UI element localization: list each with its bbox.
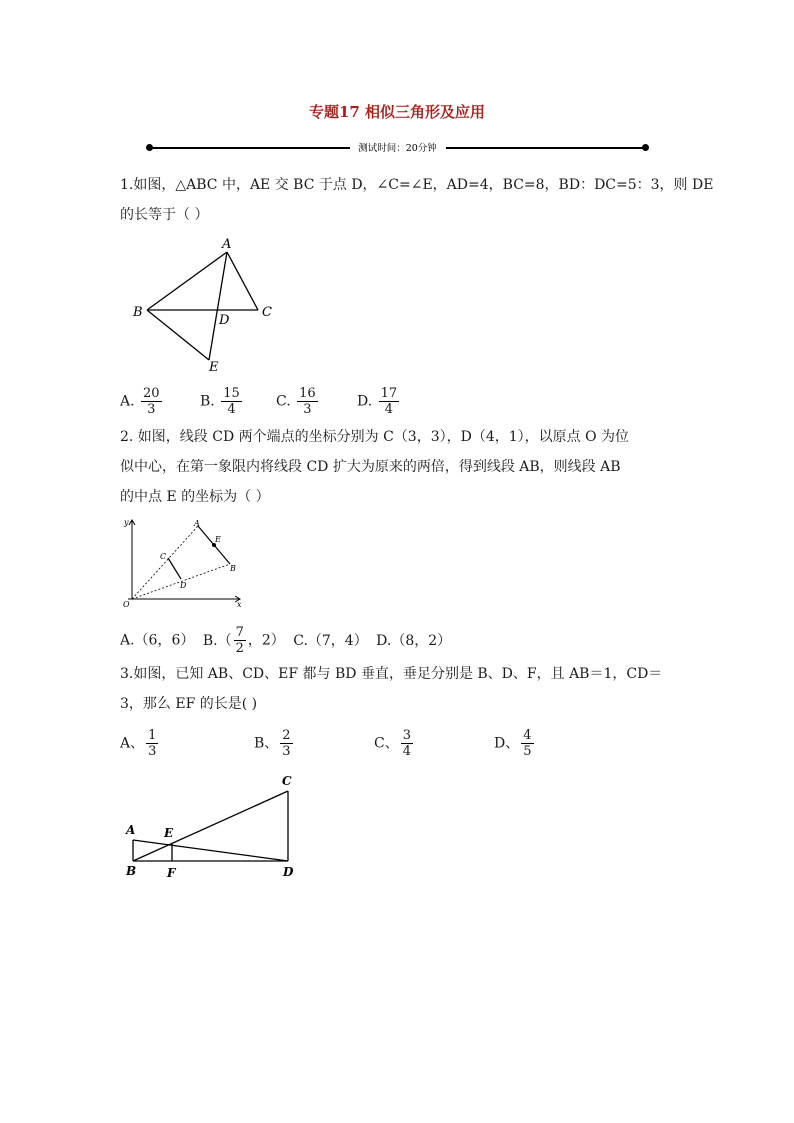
q2-text-line3: 的中点 E 的坐标为（ ） xyxy=(120,489,270,505)
q3-text-line1: 3.如图，已知 AB、CD、EF 都与 BD 垂直，垂足分别是 B、D、F，且 AB＝1，CD＝ xyxy=(120,666,663,682)
q1-option-a-fraction xyxy=(141,386,162,417)
q1-label-e: E xyxy=(209,360,219,375)
q3-option-a-num: 1 xyxy=(148,728,157,743)
q3-option-d-den: 5 xyxy=(523,744,532,759)
q3-option-a-den: 3 xyxy=(148,744,157,759)
q2-option-c: C.（7，4） xyxy=(293,632,368,649)
q3-label-c: C xyxy=(282,774,292,788)
q1-option-d-letter: D. xyxy=(357,393,373,410)
q1-segment-be xyxy=(147,310,209,360)
q3-option-c-letter: C、 xyxy=(374,735,399,752)
q3-option-c-fraction xyxy=(401,728,413,759)
q1-segment-ac xyxy=(227,252,258,310)
q1-option-b xyxy=(200,386,244,417)
q1-option-c-den: 3 xyxy=(303,402,312,417)
q1-option-b-num: 15 xyxy=(223,386,240,401)
q2-text-line2: 似中心，在第一象限内将线段 CD 扩大为原来的两倍，得到线段 AB，则线段 AB xyxy=(120,459,621,475)
q2-label-c: C xyxy=(160,552,167,561)
q3-option-b-num: 2 xyxy=(282,728,291,743)
q3-option-a-fraction xyxy=(146,728,158,759)
q2-text-line1: 2. 如图，线段 CD 两个端点的坐标分别为 C（3，3），D（4，1），以原点 O 为位 xyxy=(120,429,630,445)
q1-option-a-letter: A. xyxy=(120,393,135,410)
q2-option-d: D.（8，2） xyxy=(376,632,452,649)
q1-figure xyxy=(125,232,285,377)
q1-segment-ae xyxy=(209,252,227,360)
page-title: 专题17 相似三角形及应用 xyxy=(308,103,486,121)
q2-option-b-suffix: ，2） xyxy=(247,632,285,649)
q2-option-b-prefix: B.（ xyxy=(202,632,232,649)
q2-label-o: O xyxy=(123,600,130,609)
q1-option-a-den: 3 xyxy=(147,402,156,417)
q1-option-d-den: 4 xyxy=(384,402,394,417)
q2-label-e: E xyxy=(215,535,221,544)
q1-option-d-fraction xyxy=(379,386,400,417)
q3-option-c-den: 4 xyxy=(402,744,411,759)
q3-text-line2: 3，那么 EF 的长是( ) xyxy=(120,696,258,712)
q3-option-d-fraction xyxy=(521,728,533,759)
q2-ray-oa xyxy=(132,526,198,599)
q3-label-a: A xyxy=(126,823,136,837)
q2-option-b-fraction xyxy=(234,625,246,656)
q3-option-c-num: 3 xyxy=(402,728,411,743)
q3-label-f: F xyxy=(167,866,176,880)
q1-option-d-num: 17 xyxy=(380,386,398,401)
q1-option-c-letter: C. xyxy=(276,393,291,410)
rule-right-line xyxy=(446,147,645,149)
q1-text-line2: 的长等于（ ） xyxy=(120,207,209,223)
q2-option-b-num: 7 xyxy=(235,625,244,640)
q1-option-d xyxy=(357,386,401,417)
q1-option-b-den: 4 xyxy=(227,402,236,417)
q3-label-e: E xyxy=(164,826,174,840)
q2-figure xyxy=(118,515,253,610)
q1-option-c-fraction xyxy=(297,386,318,417)
q1-option-a-num: 20 xyxy=(143,386,160,401)
q3-option-d-letter: D、 xyxy=(494,735,520,752)
q2-label-b: B xyxy=(230,564,236,573)
q2-label-x: x xyxy=(237,600,242,609)
q3-option-d xyxy=(494,728,536,759)
q1-option-b-letter: B. xyxy=(200,393,215,410)
q1-label-b: B xyxy=(133,305,143,320)
q1-option-c-num: 16 xyxy=(299,386,316,401)
test-time-label: 测试时间：20分钟 xyxy=(358,143,437,154)
rule-right-dot xyxy=(642,144,649,151)
q1-option-b-fraction xyxy=(221,386,242,417)
q2-label-y: y xyxy=(124,518,129,527)
q1-option-c xyxy=(276,386,320,417)
q3-option-d-num: 4 xyxy=(523,728,532,743)
q2-label-a: A xyxy=(194,519,200,528)
q3-option-b-letter: B、 xyxy=(254,735,279,752)
q3-figure xyxy=(120,770,310,885)
q1-text-line1: 1.如图，△ABC 中，AE 交 BC 于点 D，∠C=∠E，AD=4，BC=8，BD：DC=5：3，则 DE xyxy=(120,177,714,193)
q1-option-a xyxy=(120,386,164,417)
q3-option-b xyxy=(254,728,295,759)
q2-options-row xyxy=(120,625,451,656)
header-rule xyxy=(146,138,649,158)
q2-option-a: A.（6，6） xyxy=(120,632,195,649)
q3-option-c xyxy=(374,728,415,759)
q3-option-a xyxy=(120,728,160,759)
q1-label-c: C xyxy=(262,305,272,320)
q3-label-b: B xyxy=(126,864,137,878)
q3-label-d: D xyxy=(283,865,294,879)
q2-label-d: D xyxy=(180,581,187,590)
q2-option-b-den: 2 xyxy=(235,641,244,656)
q3-option-b-fraction xyxy=(280,728,292,759)
q1-segment-ab xyxy=(147,252,227,310)
q3-option-b-den: 3 xyxy=(282,744,291,759)
q3-option-a-letter: A、 xyxy=(120,735,145,752)
q1-label-a: A xyxy=(222,237,232,252)
q2-segment-cd xyxy=(168,558,181,579)
q1-label-d: D xyxy=(219,313,230,328)
